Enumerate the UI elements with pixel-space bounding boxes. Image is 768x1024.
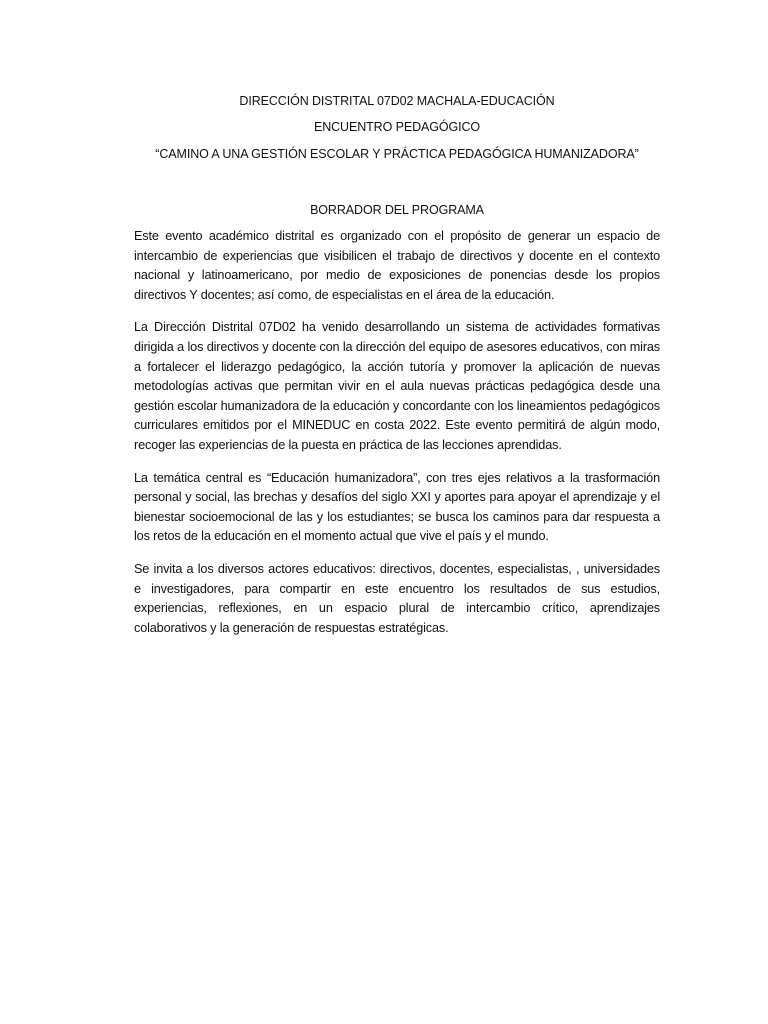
institution-heading: DIRECCIÓN DISTRITAL 07D02 MACHALA-EDUCACIÓN xyxy=(239,94,555,108)
event-heading: ENCUENTRO PEDAGÓGICO xyxy=(313,120,481,134)
document-body xyxy=(134,92,660,651)
paragraph-activities: La Dirección Distrital 07D02 ha venido desarrollando un sistema de actividades formativas dirigida a los directivos y docente con la dirección del equipo de asesores educativos, con miras a fortalecer el liderazgo pedagógico, la acción tutoría y promover la aplicación de nuevas metodologías activas que permitan vivir en el aula nuevas prácticas pedagógica desde una gestión escolar humanizadora de la educación y concordante con los lineamientos pedagógicos curriculares emitidos por el MINEDUC en costa 2022. Este evento permitirá de algún modo, recoger las experiencias de la puesta en práctica de las lecciones aprendidas. xyxy=(134,320,660,452)
paragraph-theme: La temática central es “Educación humanizadora”, con tres ejes relativos a la trasformación personal y social, las brechas y desafíos del siglo XXI y aportes para apoyar el aprendizaje y el bienestar socioemocional de las y los estudiantes; se busca los caminos para dar respuesta a los retos de la educación en el momento actual que vive el país y el mundo. xyxy=(134,470,660,544)
paragraph-intro: Este evento académico distrital es organizado con el propósito de generar un espacio de intercambio de experiencias que visibilicen el trabajo de directivos y docente en el contexto nacional y latinoamericano, por medio de exposiciones de ponencias desde los propios directivos Y docentes; así como, de especialistas en el área de la educación. xyxy=(134,229,660,302)
section-heading: BORRADOR DEL PROGRAMA xyxy=(310,203,484,217)
theme-heading: “CAMINO A UNA GESTIÓN ESCOLAR Y PRÁCTICA PEDAGÓGICA HUMANIZADORA” xyxy=(155,147,639,161)
paragraph-invitation: Se invita a los diversos actores educativos: directivos, docentes, especialistas, , universidades e investigadores, para compartir en este encuentro los resultados de sus estudios, experiencias, reflexiones, en un espacio plural de intercambio crítico, aprendizajes colaborativos y la generación de respuestas estratégicas. xyxy=(134,561,660,635)
